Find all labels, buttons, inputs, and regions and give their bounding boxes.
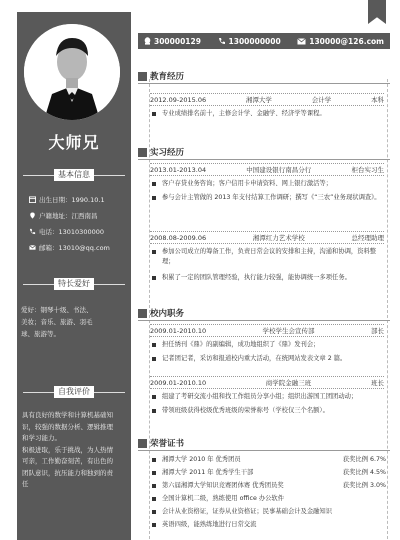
- list-item: 会计从业资格证，证券从业资格证；民事基础会计及金融知识: [152, 507, 386, 517]
- sidebar: [17, 12, 131, 540]
- list-item: 参与会计主管做的 2013 年支付结算工作调研；撰写《“三农”业务现状调查》。: [152, 193, 386, 203]
- list-item: 湘潭大学 2011 年 优秀学生干部 获奖比例 4.5%: [152, 468, 386, 478]
- list-item: 带领班级获得校级优秀班级的荣誉称号（学校仅三个名额）。: [152, 406, 386, 416]
- hobby-text: 爱好：钢琴十级、书法、 美妆；音乐、旅游、羽毛 球、旅游等。: [21, 306, 93, 338]
- hometown-line: 户籍地址：江西南昌: [29, 211, 98, 220]
- profile-photo: [24, 24, 120, 120]
- phone-line: 电话：13010300000: [29, 227, 104, 236]
- list-item: 担任绣刊《鼎》的副编辑，成功地组织了《鼎》发刊会；: [152, 340, 386, 350]
- email-line: 邮箱：13010@qq.com: [29, 243, 110, 252]
- internship-row: 2008.08-2009.06 湘潭红力艺术学校 总经理助理: [150, 231, 384, 244]
- bookmark-ribbon: [368, 0, 386, 24]
- certificate-icon: [138, 439, 147, 448]
- location-icon: [29, 212, 36, 219]
- birthdate-line: 出生日期：1990.10.1: [29, 195, 105, 204]
- mail-icon: [29, 244, 36, 251]
- internship-row: 2013.01-2013.04 中国建设银行南昌分行 柜台实习生: [150, 163, 384, 176]
- list-item: 湘潭大学 2010 年 优秀团员 获奖比例 6.7%: [152, 455, 386, 465]
- phone-icon: [218, 37, 226, 45]
- list-item: 记者团记者，采访和报道校内重大活动，在统网站发表文章 2 篇。: [152, 354, 386, 364]
- calendar-icon: [29, 196, 36, 203]
- candidate-name: 大师兄: [48, 133, 100, 152]
- basic-info-heading: 基本信息: [17, 169, 131, 181]
- list-item: 第六届湘潭大学知识竞赛团体赛 优秀团员奖 获奖比例 3.0%: [152, 481, 386, 491]
- book-icon: [138, 72, 147, 81]
- campus-row: 2009.01-2010.10 商学院金融三班 班长: [150, 376, 384, 389]
- contact-bar: [138, 33, 390, 49]
- list-item: 积累了一定的团队管理经验，执行能力较强，能协调统一多项任务。: [152, 273, 386, 283]
- list-item: 专业成绩排名前十，主修会计学、金融学、经济学等课程。: [152, 109, 386, 119]
- list-item: 参加公司成立的筹备工作，负责日常会议的安排和主持，沟通和协调，资料整理；: [152, 247, 386, 267]
- self-eval-text: 具有良好的数学和计算机基础知识，较强的数据分析、逻辑推理和学习能力。 积极进取，乐于挑战，为人热情可亲，工作勤奋刻苦，有出色的团队意识，抗压能力和独到的责任: [22, 411, 113, 488]
- self-eval-heading: 自我评价: [17, 386, 131, 398]
- phone-icon: [29, 228, 36, 235]
- campus-row: 2009.01-2010.10 学校学生会宣传部 部长: [150, 324, 384, 337]
- section-title: 教育经历: [138, 69, 184, 83]
- phone-contact: 1300000000: [218, 37, 281, 46]
- education-row: 2012.09-2015.06 湘潭大学 会计学 本科: [150, 93, 384, 106]
- divider: [387, 79, 388, 539]
- person-icon: [138, 148, 147, 157]
- list-item: 英语四级，能熟练地进行日常交流: [152, 520, 386, 530]
- list-item: 客户存贷业务咨询；客户信用卡申请资料、网上银行激活等；: [152, 179, 386, 189]
- section-title: 实习经历: [138, 145, 184, 159]
- hobby-heading: 特长爱好: [17, 278, 131, 290]
- mail-icon: [297, 38, 306, 45]
- email-contact: 130000@126.com: [297, 37, 384, 46]
- section-title: 荣誉证书: [138, 436, 184, 450]
- list-item: 组建了考研交流小组和找工作组员分享小组；组织出游国工团团动动；: [152, 392, 386, 402]
- qq-contact: 300000129: [144, 37, 201, 46]
- section-title: 校内职务: [138, 306, 184, 320]
- house-icon: [138, 309, 147, 318]
- qq-icon: [144, 37, 151, 45]
- list-item: 全国计算机二级，熟练使用 office 办公软件: [152, 494, 386, 504]
